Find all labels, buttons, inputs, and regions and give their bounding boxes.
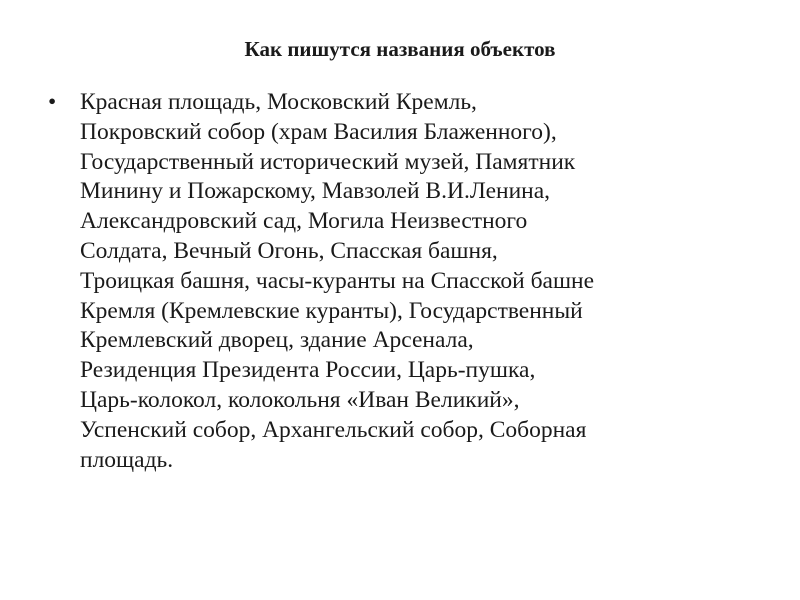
bullet-text-line: Кремля (Кремлевские куранты), Государственный	[80, 297, 583, 324]
bullet-item	[48, 88, 778, 475]
bullet-text-line: Минину и Пожарскому, Мавзолей В.И.Ленина,	[80, 178, 551, 205]
bullet-text-line: Успенский собор, Архангельский собор, Соборная	[80, 416, 587, 443]
bullet-text-line: Резиденция Президента России, Царь-пушка,	[80, 357, 536, 384]
bullet-text-line: Александровский сад, Могила Неизвестного	[80, 208, 528, 235]
bullet-text-line: Покровский собор (храм Василия Блаженного),	[80, 118, 557, 145]
bullet-text-line: Государственный исторический музей, Памятник	[80, 148, 576, 175]
bullet-list	[48, 88, 778, 475]
bullet-text-line: Солдата, Вечный Огонь, Спасская башня,	[80, 237, 498, 264]
bullet-text-line: площадь.	[80, 446, 174, 473]
bullet-icon: •	[48, 89, 57, 115]
bullet-text-line: Кремлевский дворец, здание Арсенала,	[80, 327, 474, 354]
bullet-text-line: Красная площадь, Московский Кремль,	[80, 89, 477, 115]
bullet-text-line: Царь-колокол, колокольня «Иван Великий»,	[80, 386, 520, 413]
slide-title: Как пишутся названия объектов	[244, 37, 556, 61]
bullet-text-line: Троицкая башня, часы-куранты на Спасской башне	[80, 267, 595, 294]
